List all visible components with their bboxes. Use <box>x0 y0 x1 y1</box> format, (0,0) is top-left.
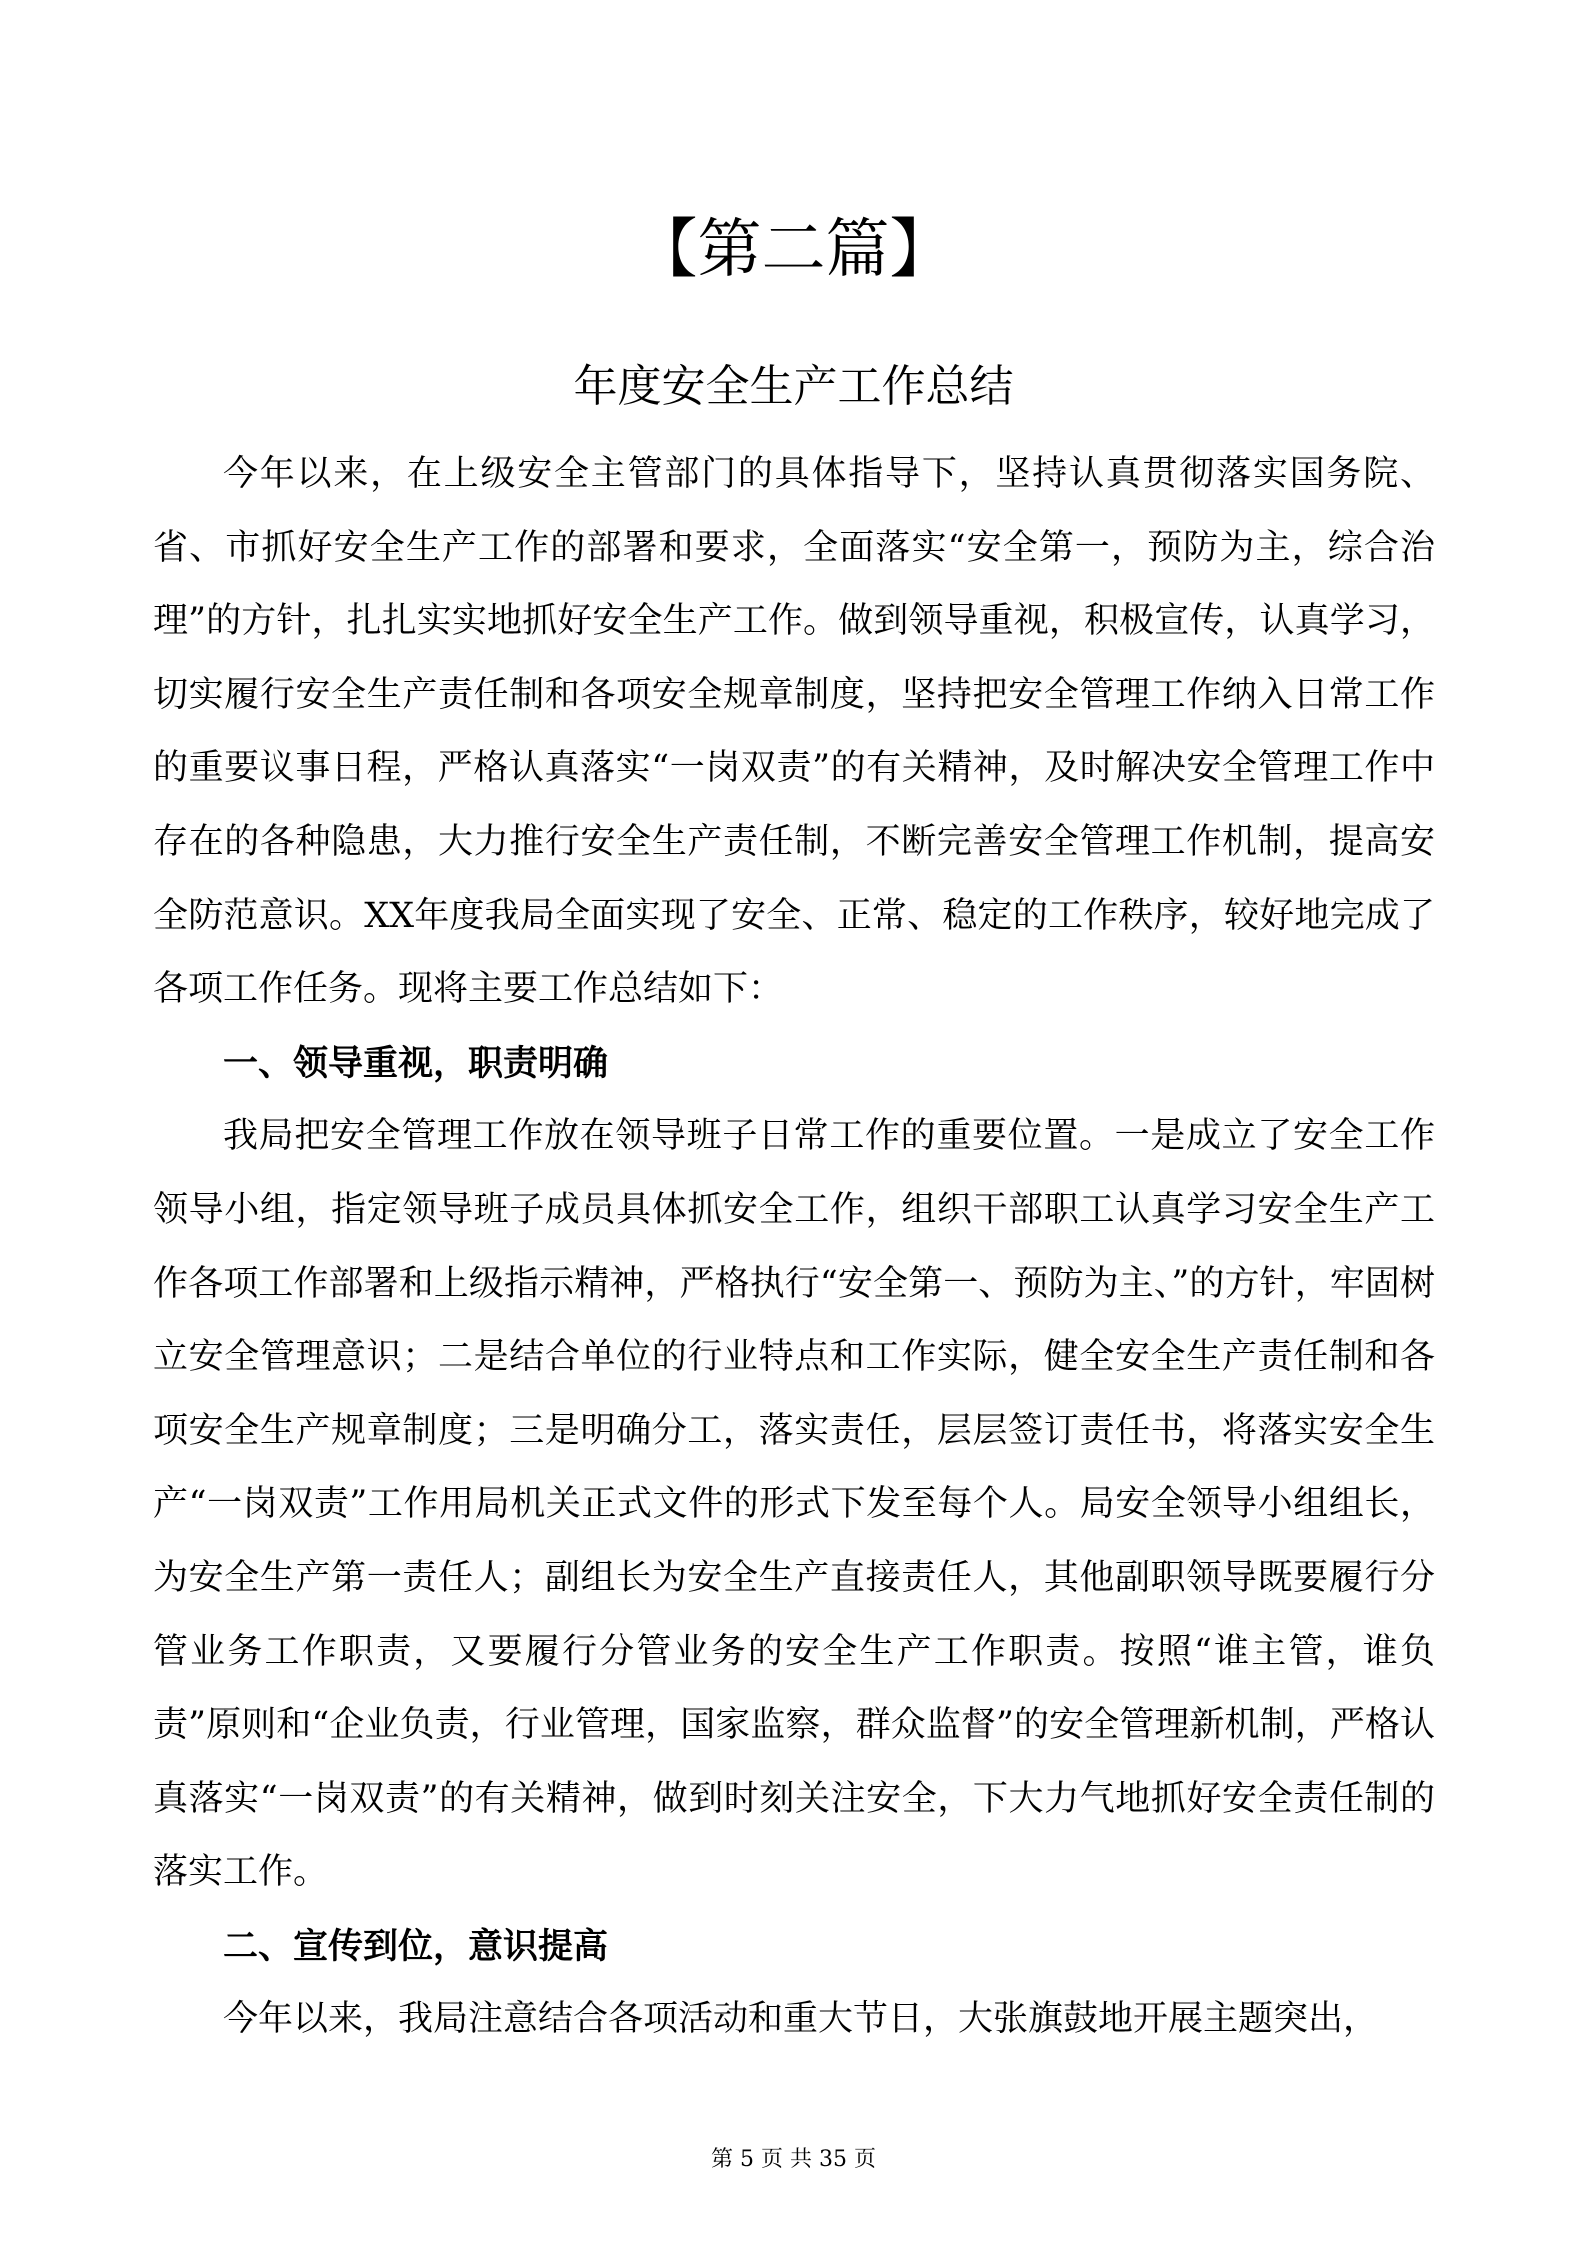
intro-paragraph: 今年以来，在上级安全主管部门的具体指导下，坚持认真贯彻落实国务院、省、市抓好安全生产工作的部署和要求，全面落实“安全第一，预防为主，综合治理”的方针，扎扎实实地抓好安全生产工作。做到领导重视，积极宣传，认真学习，切实履行安全生产责任制和各项安全规章制度，坚持把安全管理工作纳入日常工作的重要议事日程，严格认真落实“一岗双责”的有关精神，及时解决安全管理工作中存在的各种隐患，大力推行安全生产责任制，不断完善安全管理工作机制，提高安全防范意识。XX年度我局全面实现了安全、正常、稳定的工作秩序，较好地完成了各项工作任务。现将主要工作总结如下： <box>153 454 1435 1010</box>
document-title: 年度安全生产工作总结 <box>573 361 1014 412</box>
section-marker: 【第二篇】 <box>633 213 954 287</box>
section-heading-2: 二、宣传到位，意识提高 <box>223 1925 609 1967</box>
section-1-paragraph: 我局把安全管理工作放在领导班子日常工作的重要位置。一是成立了安全工作领导小组，指定领导班子成员具体抓安全工作，组织干部职工认真学习安全生产工作各项工作部署和上级指示精神，严格执行“安全第一、预防为主、”的方针，牢固树立安全管理意识；二是结合单位的行业特点和工作实际，健全安全生产责任制和各项安全生产规章制度；三是明确分工，落实责任，层层签订责任书，将落实安全生产“一岗双责”工作用局机关正式文件的形式下发至每个人。局安全领导小组组长，为安全生产第一责任人；副组长为安全生产直接责任人，其他副职领导既要履行分管业务工作职责，又要履行分管业务的安全生产工作职责。按照“谁主管，谁负责”原则和“企业负责，行业管理，国家监察，群众监督”的安全管理新机制，严格认真落实“一岗双责”的有关精神，做到时刻关注安全，下大力气地抓好安全责任制的落实工作。 <box>153 1116 1435 1893</box>
section-heading-1: 一、领导重视，职责明确 <box>223 1042 609 1084</box>
section-2-paragraph: 今年以来，我局注意结合各项活动和重大节日，大张旗鼓地开展主题突出， <box>223 1999 1379 2040</box>
page-number: 第 5 页 共 35 页 <box>711 2147 876 2172</box>
document-body <box>153 438 1435 2057</box>
